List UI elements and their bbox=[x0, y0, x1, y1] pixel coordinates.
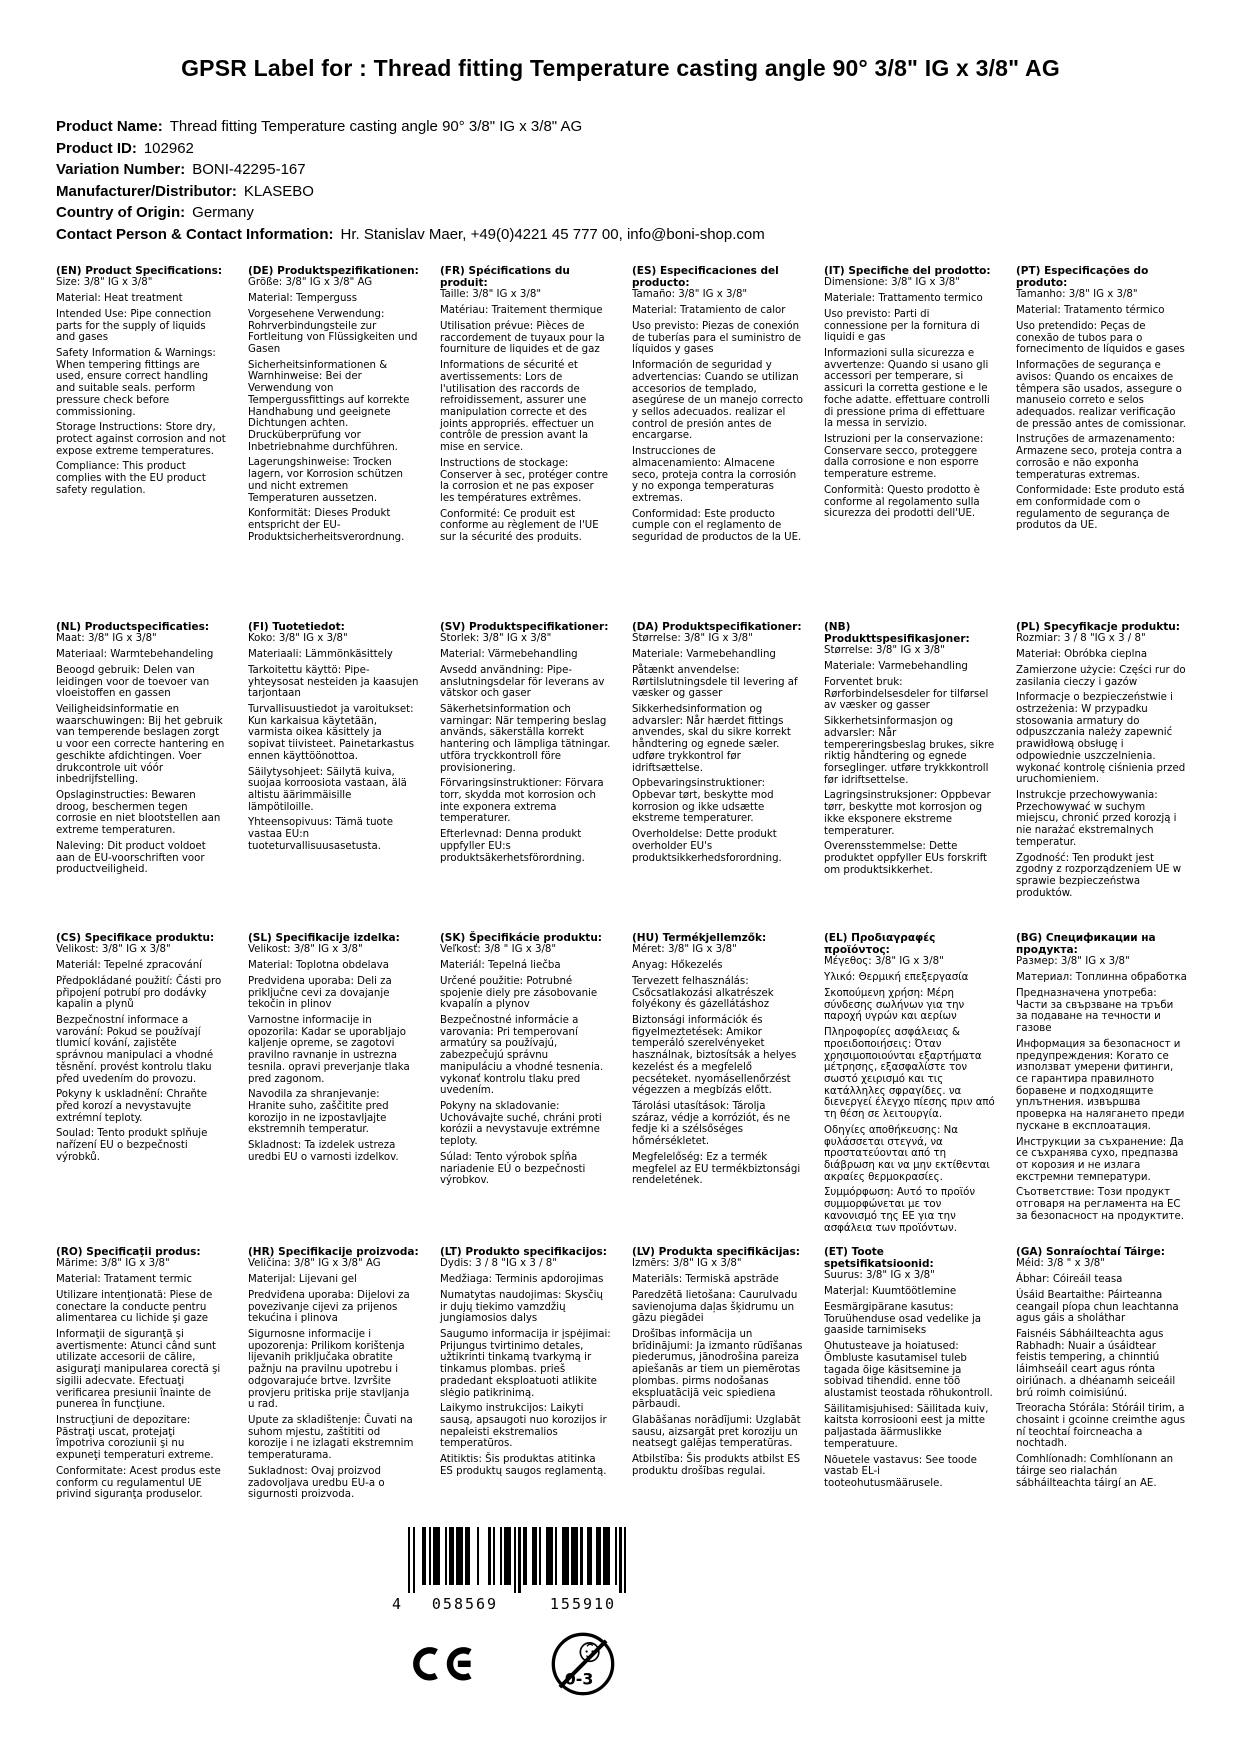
spec-block bbox=[824, 932, 995, 1246]
spec-block bbox=[1016, 265, 1187, 621]
spec-storage-instructions: Instruções de armazenamento: Armazene seco, proteja contra a corrosão e não exponha temperaturas extremas. bbox=[1016, 434, 1183, 481]
spec-storage-instructions: Opslaginstructies: Bewaren droog, beschermen tegen corrosie en niet blootstellen aan extreme temperaturen. bbox=[56, 790, 221, 837]
spec-size-line: Dydis: 3 / 8 "IG x 3 / 8" bbox=[440, 1258, 557, 1270]
spec-block bbox=[56, 265, 227, 621]
spec-material-line: Material: Tratament termic bbox=[56, 1274, 192, 1286]
product-info-value: Germany bbox=[192, 204, 254, 222]
spec-size-line: Veľkosť: 3/8 " IG x 3/8" bbox=[440, 944, 557, 956]
spec-material-line: Material: Tratamiento de calor bbox=[632, 305, 786, 317]
product-info bbox=[56, 119, 1241, 243]
spec-safety-warnings: Säkerhetsinformation och varningar: När tempering beslag används, säkerställa korrekt hantering och lämpliga tätningar. utföra tryckkontroll före provisionering. bbox=[440, 704, 611, 774]
spec-block-header: (CS) Specifikace produktu: bbox=[56, 932, 215, 945]
spec-size-line: Tamanho: 3/8" IG x 3/8" bbox=[1016, 289, 1138, 301]
spec-size-line: Taille: 3/8" IG x 3/8" bbox=[440, 289, 542, 301]
page-title: GPSR Label for : Thread fitting Temperature casting angle 90° 3/8" IG x 3/8" AG bbox=[181, 55, 1060, 81]
spec-size-line: Tamaño: 3/8" IG x 3/8" bbox=[632, 289, 748, 301]
spec-size-line: Storlek: 3/8" IG x 3/8" bbox=[440, 633, 552, 645]
spec-block-header: (IT) Specifiche del prodotto: bbox=[824, 265, 991, 278]
symbols-row bbox=[408, 1631, 642, 1697]
spec-material-line: Ábhar: Cóireáil teasa bbox=[1016, 1274, 1123, 1286]
spec-block-header: (RO) Specificaţii produs: bbox=[56, 1246, 201, 1259]
spec-storage-instructions: Tárolási utasítások: Tárolja száraz, védje a korróziót, és ne fedje ki a szélsőséges hőmérsékletet. bbox=[632, 1101, 791, 1148]
spec-storage-instructions: Instrukcje przechowywania: Przechowywać w suchym miejscu, chronić przed korozją i nie narażać ekstremalnych temperatur. bbox=[1016, 790, 1177, 848]
spec-safety-warnings: Informações de segurança e avisos: Quando os encaixes de têmpera são usados, assegure o manuseio correto e selos adequados. realizar verificação de pressão antes de comissionar. bbox=[1016, 360, 1186, 430]
spec-safety-warnings: Drošības informācija un brīdinājumi: Ja izmanto rūdīšanas piederumus, jānodrošina pareiza apiešanās ar tiem un piemērotas plombas. pirms nodošanas ekspluatācijā veic spiediena pārbaudi. bbox=[632, 1329, 803, 1411]
spec-block-header: (LV) Produkta specifikācijas: bbox=[632, 1246, 800, 1259]
product-info-row bbox=[56, 162, 1241, 179]
product-info-label: Product Name: bbox=[56, 118, 163, 136]
spec-storage-instructions: Instrucciones de almacenamiento: Almacene seco, proteja contra la corrosión y no exponga temperaturas extremas. bbox=[632, 446, 797, 504]
product-info-row bbox=[56, 205, 1241, 222]
spec-safety-warnings: Sigurnosne informacije i upozorenja: Prilikom korištenja lijevanih priključaka obratite pažnju na pravilnu upotrebu i odgovarajuće brtve. Izvršite provjeru pritiska prije stavljanja u rad. bbox=[248, 1329, 410, 1411]
spec-material-line: Material: Heat treatment bbox=[56, 293, 183, 305]
spec-block-header: (PT) Especificações do produto: bbox=[1016, 265, 1149, 290]
spec-storage-instructions: Säilitamisjuhised: Säilitada kuiv, kaitsta korrosiooni eest ja mitte paljastada äärmuslikke temperatuure. bbox=[824, 1403, 989, 1450]
spec-storage-instructions: Storage Instructions: Store dry, protect against corrosion and not expose extreme temperatures. bbox=[56, 422, 226, 457]
product-info-value: Hr. Stanislav Maer, +49(0)4221 45 777 00, info@boni-shop.com bbox=[340, 225, 765, 243]
spec-material-line: Materiaal: Warmtebehandeling bbox=[56, 649, 214, 661]
spec-size-line: Dimensione: 3/8" IG x 3/8" bbox=[824, 277, 960, 289]
ce-mark-icon bbox=[408, 1635, 472, 1693]
age-warning-0-3-icon bbox=[550, 1631, 616, 1697]
product-info-value: 102962 bbox=[143, 139, 194, 157]
spec-compliance: Megfelelőség: Ez a termék megfelel az EU termékbiztonsági rendeletének. bbox=[632, 1151, 801, 1187]
spec-safety-warnings: Informazioni sulla sicurezza e avvertenze: Quando si usano gli accessori per temperare, si assicuri la corretta gestione e le foche adatte. effettuare controlli di pressione prima di effettuare la messa in servizio. bbox=[824, 348, 990, 430]
spec-block bbox=[632, 265, 803, 621]
spec-intended-use: Vorgesehene Verwendung: Rohrverbindungsteile zur Fortleitung von Flüssigkeiten und Gasen bbox=[248, 308, 418, 355]
spec-intended-use: Предназначена употреба: Части за свързване на тръби за подаване на течности и газове bbox=[1016, 987, 1174, 1035]
product-info-row bbox=[56, 141, 1241, 158]
spec-intended-use: Úsáid Beartaithe: Páirteanna ceangail píopa chun leachtanna agus gáis a sholáthar bbox=[1016, 1289, 1179, 1325]
spec-compliance: Konformität: Dieses Produkt entspricht der EU-Produktsicherheitsverordnung. bbox=[248, 508, 405, 543]
spec-safety-warnings: Varnostne informacije in opozorila: Kadar se uporabljajo kaljenje opreme, se zagotovi pravilno ravnanje in ustrezna tesnila. opravi preverjanje tlaka pred zagonom. bbox=[248, 1015, 410, 1085]
spec-intended-use: Eesmärgipärane kasutus: Toruühenduse osad vedelike ja gaaside tarnimiseks bbox=[824, 1301, 982, 1337]
spec-block bbox=[824, 265, 995, 621]
spec-block bbox=[56, 621, 227, 932]
spec-block-header: (DE) Produktspezifikationen: bbox=[248, 265, 419, 278]
spec-intended-use: Uso pretendido: Peças de conexão de tubos para o fornecimento de líquidos e gases bbox=[1016, 320, 1185, 356]
spec-storage-instructions: Pokyny k uskladnění: Chraňte před korozí a nevystavujte extrémní teploty. bbox=[56, 1089, 208, 1124]
spec-block bbox=[440, 265, 611, 621]
spec-size-line: Mărime: 3/8" IG x 3/8" bbox=[56, 1258, 170, 1270]
bottom-section bbox=[392, 1527, 642, 1697]
spec-block-header: (GA) Sonraíochtaí Táirge: bbox=[1016, 1246, 1165, 1259]
spec-material-line: Anyag: Hőkezelés bbox=[632, 960, 723, 972]
spec-storage-instructions: Opbevaringsinstruktioner: Opbevar tørt, beskytte mod korrosion og ikke udsætte ekstreme temperaturer. bbox=[632, 778, 774, 825]
spec-storage-instructions: Lagringsinstruksjoner: Oppbevar tørr, beskytte mot korrosjon og ikke eksponere ekstreme temperaturer. bbox=[824, 790, 991, 837]
spec-safety-warnings: Ohutusteave ja hoiatused: Õmbluste kasutamisel tuleb tagada õige käsitsemine ja sobivad tihendid. enne töö alustamist teostada rõhukontroll. bbox=[824, 1341, 993, 1399]
product-info-label: Product ID: bbox=[56, 139, 137, 157]
spec-block-header: (HU) Termékjellemzők: bbox=[632, 932, 767, 945]
barcode-digits bbox=[392, 1595, 642, 1613]
spec-block-header: (DA) Produktspecifikationer: bbox=[632, 621, 802, 634]
spec-block-header: (NB) Produkttspesifikasjoner: bbox=[824, 621, 970, 646]
spec-intended-use: Intended Use: Pipe connection parts for the supply of liquids and gases bbox=[56, 308, 212, 344]
spec-intended-use: Numatytas naudojimas: Skysčių ir dujų tiekimo vamzdžių jungiamosios dalys bbox=[440, 1289, 603, 1325]
barcode-digit-lead: 4 bbox=[392, 1595, 402, 1614]
spec-safety-warnings: Informacje o bezpieczeństwie i ostrzeżenia: W przypadku stosowania armatury do odpuszczania należy zapewnić prawidłową obsługę i odpowiednie uszczelnienia. wykonać kontrolę ciśnienia przed uruchomieniem. bbox=[1016, 692, 1186, 786]
spec-block bbox=[1016, 932, 1187, 1246]
spec-material-line: Materjal: Kuumtöötlemine bbox=[824, 1286, 957, 1298]
spec-block bbox=[248, 265, 419, 621]
spec-block bbox=[632, 1246, 803, 1505]
spec-safety-warnings: Πληροφορίες ασφάλειας & προειδοποιήσεις: Όταν χρησιμοποιούνται εξαρτήματα μέτρησης, εξασφαλίστε τον σωστό χειρισμό και τις κατάλληλες σφραγίδες. να διενεργεί έλεγχο πίεσης πριν από τη θέση σε λειτουργία. bbox=[824, 1027, 995, 1121]
spec-compliance: Conformidad: Este producto cumple con el reglamento de seguridad de productos de la UE. bbox=[632, 508, 802, 544]
spec-compliance: Overensstemmelse: Dette produktet oppfyller EUs forskrift om produktsikkerhet. bbox=[824, 841, 988, 876]
spec-material-line: Materiale: Varmebehandling bbox=[632, 649, 776, 661]
spec-storage-instructions: Pokyny na skladovanie: Uchovávajte suché, chráni proti korózii a nevystavuje extrémne teploty. bbox=[440, 1101, 602, 1148]
spec-block bbox=[440, 1246, 611, 1505]
spec-storage-instructions: Οδηγίες αποθήκευσης: Να φυλάσσεται στεγνά, να προστατεύονται από τη διάβρωση και να μην εκτίθενται ακραίες θερμοκρασίες. bbox=[824, 1124, 990, 1183]
spec-size-line: Veličina: 3/8" IG x 3/8" AG bbox=[248, 1258, 381, 1270]
spec-safety-warnings: Sicherheitsinformationen & Warnhinweise: Bei der Verwendung von Tempergussfittings auf korrekte Handhabung und geeignete Dichtungen achten. Drucküberprüfung vor Inbetriebnahme durchführen. bbox=[248, 359, 410, 453]
spec-compliance: Conformità: Questo prodotto è conforme al regolamento sulla sicurezza dei prodotti dell'UE. bbox=[824, 484, 980, 520]
spec-intended-use: Zamierzone użycie: Części rur do zasilania cieczy i gazów bbox=[1016, 664, 1186, 688]
barcode-bars-icon bbox=[408, 1527, 642, 1585]
spec-safety-warnings: Bezpečnostní informace a varování: Pokud se používají tlumicí kování, zajistěte správnou manipulaci a vhodné těsnění. provést kontrolu tlaku před uvedením do provozu. bbox=[56, 1015, 214, 1085]
spec-compliance: Efterlevnad: Denna produkt uppfyller EU:s produktsäkerhetsförordning. bbox=[440, 829, 585, 864]
spec-material-line: Υλικό: Θερμική επεξεργασία bbox=[824, 972, 969, 984]
spec-safety-warnings: Sikkerhedsinformation og advarsler: Når hærdet fittings anvendes, skal du sikre korrekt håndtering og egnede sæler. udføre trykkontrol før idriftsættelse. bbox=[632, 704, 791, 774]
barcode-digit-group1: 058569 bbox=[431, 1595, 499, 1614]
spec-intended-use: Påtænkt anvendelse: Rørtilslutningsdele til levering af væsker og gasser bbox=[632, 664, 798, 700]
spec-block bbox=[56, 1246, 227, 1505]
spec-intended-use: Utilizare intenţionată: Piese de conectare la conducte pentru alimentarea cu lichide şi gaze bbox=[56, 1289, 213, 1325]
spec-size-line: Velikost: 3/8" IG x 3/8" bbox=[248, 944, 363, 956]
spec-block-header: (SK) Špecifikácie produktu: bbox=[440, 932, 603, 945]
spec-size-line: Rozmiar: 3 / 8 "IG x 3 / 8" bbox=[1016, 633, 1146, 645]
spec-storage-instructions: Laikymo instrukcijos: Laikyti sausą, apsaugoti nuo korozijos ir nepaleisti ekstremalios temperatūros. bbox=[440, 1403, 607, 1450]
spec-material-line: Materijal: Lijevani gel bbox=[248, 1274, 357, 1286]
spec-block bbox=[440, 621, 611, 932]
spec-block-header: (NL) Productspecificaties: bbox=[56, 621, 210, 634]
product-info-label: Variation Number: bbox=[56, 161, 186, 179]
spec-size-line: Størrelse: 3/8" IG x 3/8" bbox=[632, 633, 753, 645]
spec-block-header: (EL) Προδιαγραφές προϊόντος: bbox=[824, 932, 936, 957]
spec-size-line: Μέγεθος: 3/8" IG x 3/8" bbox=[824, 956, 944, 968]
spec-block-header: (LT) Produkto specifikacijos: bbox=[440, 1246, 607, 1259]
spec-size-line: Izmērs: 3/8" IG x 3/8" bbox=[632, 1258, 742, 1270]
spec-material-line: Material: Tratamento térmico bbox=[1016, 305, 1165, 317]
spec-compliance: Съответствие: Този продукт отговаря на регламента на ЕС за безопасност на продуктите. bbox=[1016, 1187, 1184, 1222]
spec-compliance: Overholdelse: Dette produkt overholder EU's produktsikkerhedsforordning. bbox=[632, 829, 782, 864]
spec-intended-use: Utilisation prévue: Pièces de raccordement de tuyaux pour la fourniture de liquides et de gaz bbox=[440, 320, 605, 356]
spec-material-line: Material: Temperguss bbox=[248, 293, 358, 305]
spec-safety-warnings: Faisnéis Sábháilteachta agus Rabhadh: Nuair a úsáidtear feistis tempering, a chinntiú láimhseáil ceart agus rónta oiriúnach. a dhéanamh seiceáil brú roimh coimisiúnú. bbox=[1016, 1329, 1176, 1399]
spec-material-line: Материал: Топлинна обработка bbox=[1016, 972, 1187, 984]
spec-storage-instructions: Treoracha Stórála: Stóráil tirim, a chosaint i gcoinne creimthe agus ní teochtaí foircneacha a nochtadh. bbox=[1016, 1403, 1185, 1450]
spec-size-line: Størrelse: 3/8" IG x 3/8" bbox=[824, 645, 945, 657]
spec-compliance: Yhteensopivuus: Tämä tuote vastaa EU:n tuoteturvallisuusasetusta. bbox=[248, 817, 394, 852]
spec-compliance: Conformité: Ce produit est conforme au règlement de l'UE sur la sécurité des produits. bbox=[440, 508, 599, 544]
product-info-label: Manufacturer/Distributor: bbox=[56, 182, 237, 200]
spec-storage-instructions: Istruzioni per la conservazione: Conservare secco, proteggere dalla corrosione e non esporre temperature estreme. bbox=[824, 434, 984, 481]
spec-compliance: Skladnost: Ta izdelek ustreza uredbi EU o varnosti izdelkov. bbox=[248, 1140, 399, 1163]
spec-intended-use: Uso previsto: Piezas de conexión de tuberías para el suministro de líquidos y gases bbox=[632, 320, 801, 356]
spec-size-line: Méret: 3/8" IG x 3/8" bbox=[632, 944, 737, 956]
spec-compliance: Atitiktis: Šis produktas atitinka ES produktų saugos reglamentą. bbox=[440, 1454, 607, 1477]
spec-compliance: Sukladnost: Ovaj proizvod zadovoljava uredbu EU-a o sigurnosti proizvoda. bbox=[248, 1465, 385, 1501]
spec-size-line: Koko: 3/8" IG x 3/8" bbox=[248, 633, 348, 645]
spec-compliance: Súlad: Tento výrobok spĺňa nariadenie EÚ o bezpečnosti výrobkov. bbox=[440, 1151, 586, 1187]
spec-intended-use: Tervezett felhasználás: Csőcsatlakozási alkatrészek folyékony és gázellátáshoz bbox=[632, 975, 774, 1011]
spec-block-header: (BG) Спецификации на продукта: bbox=[1016, 932, 1156, 957]
product-info-value: KLASEBO bbox=[243, 182, 314, 200]
spec-block-header: (FR) Spécifications du produit: bbox=[440, 265, 570, 290]
spec-storage-instructions: Upute za skladištenje: Čuvati na suhom mjestu, zaštititi od korozije i ne izlagati ekstremnim temperaturama. bbox=[248, 1415, 414, 1462]
product-info-row bbox=[56, 184, 1241, 201]
spec-storage-instructions: Förvaringsinstruktioner: Förvara torr, skydda mot korrosion och inte exponera extrema temperaturer. bbox=[440, 778, 604, 825]
spec-material-line: Materiál: Tepelná liečba bbox=[440, 960, 561, 972]
spec-size-line: Size: 3/8" IG x 3/8" bbox=[56, 277, 153, 289]
barcode-digit-group2: 155910 bbox=[549, 1595, 617, 1614]
product-info-label: Contact Person & Contact Information: bbox=[56, 225, 334, 243]
spec-intended-use: Uso previsto: Parti di connessione per la fornitura di liquidi e gas bbox=[824, 308, 980, 344]
spec-block bbox=[248, 932, 419, 1246]
product-info-row bbox=[56, 119, 1241, 136]
age-warning-text: 0-3 bbox=[564, 1669, 594, 1689]
spec-block bbox=[1016, 1246, 1187, 1505]
spec-block bbox=[56, 932, 227, 1246]
product-info-row bbox=[56, 227, 1241, 244]
spec-block bbox=[1016, 621, 1187, 932]
spec-compliance: Zgodność: Ten produkt jest zgodny z rozporządzeniem UE w sprawie bezpieczeństwa produktów. bbox=[1016, 852, 1182, 899]
spec-block-header: (FI) Tuotetiedot: bbox=[248, 621, 345, 634]
spec-storage-instructions: Инструкции за съхранение: Да се съхранява сухо, предпазва от корозия и не излага екстремни температури. bbox=[1016, 1136, 1184, 1183]
spec-storage-instructions: Instrucţiuni de depozitare: Păstraţi uscat, protejaţi împotriva coroziunii şi nu expuneţi temperaturi extreme. bbox=[56, 1415, 214, 1462]
spec-material-line: Materiale: Varmebehandling bbox=[824, 661, 968, 673]
spec-safety-warnings: Biztonsági információk és figyelmeztetések: Amikor temperáló szerelvényeket használnak, biztosítsák a helyes kezelést és a megfelelő pecséteket. nyomásellenőrzést végezzen a megbízás előtt. bbox=[632, 1015, 797, 1097]
ean-barcode bbox=[392, 1527, 642, 1613]
spec-compliance: Compliance: This product complies with the EU product safety regulation. bbox=[56, 461, 206, 496]
spec-compliance: Naleving: Dit product voldoet aan de EU-voorschriften voor productveiligheid. bbox=[56, 840, 206, 876]
spec-intended-use: Σκοπούμενη χρήση: Μέρη σύνδεσης σωλήνων για την παροχή υγρών και αερίων bbox=[824, 987, 965, 1023]
spec-compliance: Conformidade: Este produto está em conformidade com o regulamento de segurança de produtos da UE. bbox=[1016, 485, 1185, 532]
spec-size-line: Suurus: 3/8" IG x 3/8" bbox=[824, 1270, 935, 1282]
spec-safety-warnings: Información de seguridad y advertencias: Cuando se utilizan accesorios de templado, asegúrese de un manejo correcto y sellos adecuados. realizar el control de presión antes de encargarse. bbox=[632, 360, 804, 442]
spec-size-line: Größe: 3/8" IG x 3/8" AG bbox=[248, 277, 373, 289]
spec-intended-use: Beoogd gebruik: Delen van leidingen voor de toevoer van vloeistoffen en gassen bbox=[56, 664, 210, 700]
spec-safety-warnings: Turvallisuustiedot ja varoitukset: Kun karkaisua käytetään, varmista oikea käsittely ja sopivat tiivisteet. Painetarkastus ennen käyttöönottoa. bbox=[248, 704, 415, 762]
spec-block-header: (EN) Product Specifications: bbox=[56, 265, 223, 278]
spec-storage-instructions: Lagerungshinweise: Trocken lagern, vor Korrosion schützen und nicht extremen Temperaturen aussetzen. bbox=[248, 457, 404, 504]
spec-compliance: Nõuetele vastavus: See toode vastab EL-i tooteohutusmäärusele. bbox=[824, 1454, 977, 1489]
spec-compliance: Συμμόρφωση: Αυτό το προϊόν συμμορφώνεται με τον κανονισμό της ΕΕ για την ασφάλεια των προϊόντων. bbox=[824, 1187, 976, 1234]
spec-safety-warnings: Информация за безопасност и предупреждения: Когато се използват умерени фитинги, се гарантира правилното боравене и подходящите уплътнения. извършва проверка на налягането преди пускане в експлоатация. bbox=[1016, 1038, 1185, 1132]
spec-block-header: (SL) Specifikacije izdelka: bbox=[248, 932, 400, 945]
spec-size-line: Velikost: 3/8" IG x 3/8" bbox=[56, 944, 171, 956]
spec-safety-warnings: Informaţii de siguranţă şi avertismente: Atunci când sunt utilizate accesorii de călire, asiguraţi manipularea corectă şi sigilii adecvate. Efectuaţi verificarea presiunii înainte de punerea în funcţiune. bbox=[56, 1329, 221, 1411]
spec-intended-use: Predviđena uporaba: Dijelovi za povezivanje cijevi za prijenos tekućina i plinova bbox=[248, 1289, 410, 1325]
spec-size-line: Méid: 3/8 " x 3/8" bbox=[1016, 1258, 1105, 1270]
spec-compliance: Soulad: Tento produkt splňuje nařízení EU o bezpečnosti výrobků. bbox=[56, 1128, 208, 1163]
spec-safety-warnings: Veiligheidsinformatie en waarschuwingen: Bij het gebruik van temperende beslagen zorgt u voor een correcte hantering en geschikte afdichtingen. Voer drukcontrole uit vóór inbedrijfstelling. bbox=[56, 704, 225, 786]
spec-safety-warnings: Sikkerhetsinformasjon og advarsler: Når tempereringsbeslag brukes, sikre riktig håndtering og egnede forseglinger. utføre trykkkontroll før idriftsettelse. bbox=[824, 716, 995, 786]
spec-size-line: Maat: 3/8" IG x 3/8" bbox=[56, 633, 157, 645]
spec-safety-warnings: Informations de sécurité et avertissements: Lors de l'utilisation des raccords de refroidissement, assurer une manipulation correcte et des joints appropriés. effectuer un contrôle de pression avant la mise en service. bbox=[440, 360, 595, 454]
spec-block-header: (ET) Toote spetsifikatsioonid: bbox=[824, 1246, 934, 1271]
spec-block bbox=[440, 932, 611, 1246]
spec-block bbox=[824, 621, 995, 932]
spec-compliance: Conformitate: Acest produs este conform cu regulamentul UE privind siguranţa produselor. bbox=[56, 1465, 221, 1501]
spec-block-header: (SV) Produktspecifikationer: bbox=[440, 621, 609, 634]
spec-block bbox=[632, 621, 803, 932]
spec-block-header: (ES) Especificaciones del producto: bbox=[632, 265, 779, 290]
spec-material-line: Medžiaga: Terminis apdorojimas bbox=[440, 1274, 604, 1286]
spec-compliance: Comhlíonadh: Comhlíonann an táirge seo rialachán sábháilteachta táirgí an AE. bbox=[1016, 1454, 1174, 1489]
spec-material-line: Materiał: Obróbka cieplna bbox=[1016, 649, 1148, 661]
product-info-value: Thread fitting Temperature casting angle 90° 3/8" IG x 3/8" AG bbox=[169, 118, 583, 136]
spec-block bbox=[632, 932, 803, 1246]
product-info-value: BONI-42295-167 bbox=[192, 161, 306, 179]
spec-grid bbox=[56, 265, 1187, 1505]
spec-block-header: (HR) Specifikacije proizvoda: bbox=[248, 1246, 419, 1259]
spec-intended-use: Tarkoitettu käyttö: Pipe-yhteysosat nesteiden ja kaasujen tarjontaan bbox=[248, 664, 419, 700]
spec-size-line: Размер: 3/8" IG x 3/8" bbox=[1016, 956, 1130, 968]
spec-intended-use: Avsedd användning: Pipe-anslutningsdelar för leverans av vätskor och gaser bbox=[440, 664, 605, 700]
spec-storage-instructions: Instructions de stockage: Conserver à sec, protéger contre la corrosion et ne pas exposer les températures extrêmes. bbox=[440, 457, 609, 504]
spec-intended-use: Předpokládané použití: Části pro připojení potrubí pro dodávky kapalin a plynů bbox=[56, 975, 222, 1011]
spec-block bbox=[248, 621, 419, 932]
spec-material-line: Material: Toplotna obdelava bbox=[248, 960, 390, 972]
spec-storage-instructions: Säilytysohjeet: Säilytä kuiva, suojaa korroosiota vastaan, älä altistu äärimmäisille lämpötiloille. bbox=[248, 766, 407, 813]
spec-safety-warnings: Bezpečnostné informácie a varovania: Pri temperovaní armatúry sa používajú, zabezpečujú správnu manipuláciu a vhodné tesnenia. vykonať kontrolu tlaku pred uvedením. bbox=[440, 1015, 604, 1097]
spec-material-line: Materiāls: Termiskā apstrāde bbox=[632, 1274, 779, 1286]
spec-block bbox=[824, 1246, 995, 1505]
spec-material-line: Materiál: Tepelné zpracování bbox=[56, 960, 202, 972]
product-info-label: Country of Origin: bbox=[56, 204, 186, 222]
spec-material-line: Material: Värmebehandling bbox=[440, 649, 578, 661]
spec-storage-instructions: Glabāšanas norādījumi: Uzglabāt sausu, aizsargāt pret koroziju un neatsegt galējas temperatūras. bbox=[632, 1415, 801, 1450]
spec-intended-use: Paredzētā lietošana: Caurulvadu savienojuma daļas šķidrumu un gāzu piegādei bbox=[632, 1289, 798, 1325]
spec-material-line: Materiaali: Lämmönkäsittely bbox=[248, 649, 393, 661]
spec-block-header: (PL) Specyfikacje produktu: bbox=[1016, 621, 1180, 634]
spec-material-line: Materiale: Trattamento termico bbox=[824, 293, 983, 305]
spec-safety-warnings: Saugumo informacija ir įspėjimai: Prijungus tvirtinimo detales, užtikrinti tinkamą tvarkymą ir tinkamus plombas. prieš pradedant eksploatuoti atlikite slėgio patikrinimą. bbox=[440, 1329, 611, 1399]
spec-storage-instructions: Navodila za shranjevanje: Hranite suho, zaščitite pred korozijo in ne izpostavljajte ekstremnih temperatur. bbox=[248, 1089, 389, 1136]
spec-intended-use: Určené použitie: Potrubné spojenie diely pre zásobovanie kvapalín a plynov bbox=[440, 975, 598, 1011]
spec-compliance: Atbilstība: Šis produkts atbilst ES produktu drošības regulai. bbox=[632, 1454, 801, 1477]
spec-intended-use: Forventet bruk: Rørforbindelsesdeler for tilførsel av væsker og gasser bbox=[824, 676, 989, 712]
spec-block bbox=[248, 1246, 419, 1505]
spec-material-line: Matériau: Traitement thermique bbox=[440, 305, 603, 317]
spec-safety-warnings: Safety Information & Warnings: When tempering fittings are used, ensure correct handling and suitable seals. perform pressure check before commissioning. bbox=[56, 348, 216, 418]
spec-intended-use: Predvidena uporaba: Deli za priključne cevi za dovajanje tekočin in plinov bbox=[248, 975, 392, 1011]
